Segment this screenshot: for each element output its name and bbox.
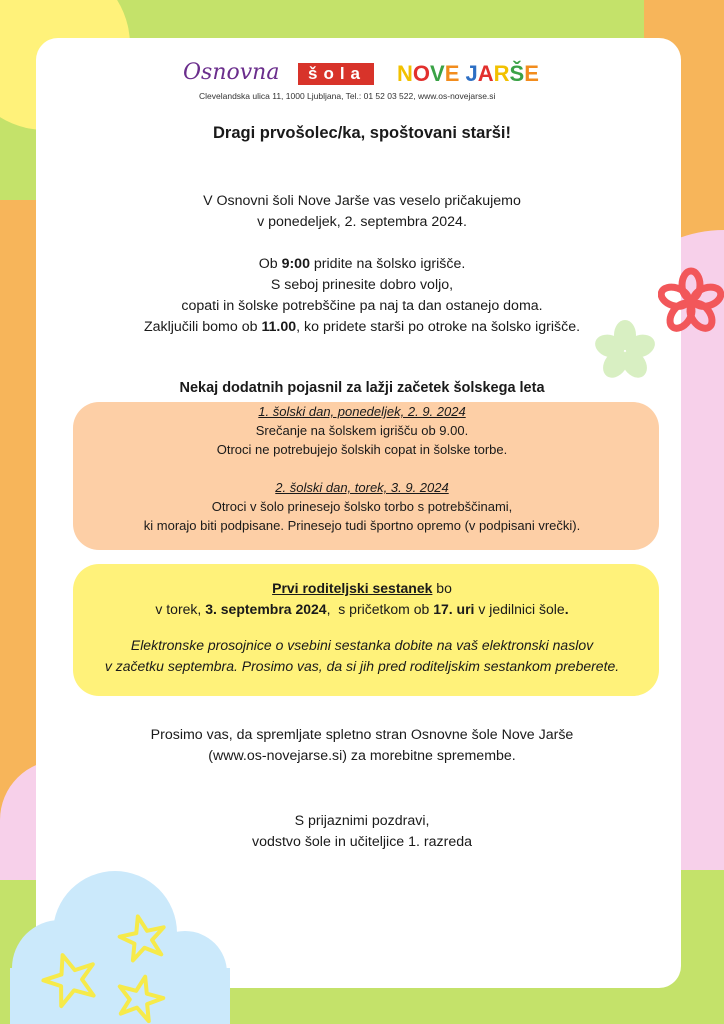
notes-heading: Nekaj dodatnih pojasnil za lažji začetek šolskega leta <box>179 380 545 396</box>
closing-paragraph <box>0 811 724 853</box>
website-paragraph <box>0 725 724 767</box>
school-logo <box>183 60 553 105</box>
logo-letter: R <box>493 61 510 86</box>
parents-meeting-title-line: Prvi roditeljski sestanek bo <box>272 580 452 596</box>
logo-letter: A <box>477 61 494 86</box>
logo-letter: J <box>465 61 478 86</box>
intro-line: V Osnovni šoli Nove Jarše vas veselo pričakujemo <box>203 193 521 209</box>
meeting-line: copati in šolske potrebščine pa naj ta dan ostanejo doma. <box>181 298 543 314</box>
day2-line: Otroci v šolo prinesejo šolsko torbo s potrebščinami, <box>211 499 513 514</box>
logo-letter: Š <box>509 61 525 86</box>
first-days-box <box>73 402 659 550</box>
parents-meeting-title: Prvi roditeljski sestanek <box>272 580 433 596</box>
school-address: Clevelandska ulica 11, 1000 Ljubljana, Tel.: 01 52 03 522, www.os-novejarse.si <box>199 91 496 101</box>
logo-letter: E <box>524 61 539 86</box>
intro-paragraph <box>0 191 724 233</box>
closing-line: vodstvo šole in učiteljice 1. razreda <box>251 834 473 850</box>
logo-letter: V <box>430 61 445 86</box>
day1-line: Srečanje na šolskem igrišču ob 9.00. <box>255 423 469 438</box>
logo-letter: N <box>397 61 413 86</box>
cloud-icon <box>0 868 235 1024</box>
logo-letter: E <box>444 61 460 86</box>
page-title: Dragi prvošolec/ka, spoštovani starši! <box>212 124 512 142</box>
parents-meeting-box <box>73 564 659 696</box>
day1-line: Otroci ne potrebujejo šolskih copat in šolske torbe. <box>216 442 508 457</box>
meeting-line: Zaključili bomo ob 11.00, ko pridete starši po otroke na šolsko igrišče. <box>143 319 581 335</box>
parents-meeting-date-line: v torek, 3. septembra 2024, s pričetkom ob 17. uri v jedilnici šole. <box>155 601 569 617</box>
meeting-line: S seboj prinesite dobro voljo, <box>270 277 454 293</box>
website-line: Prosimo vas, da spremljate spletno stran Osnovne šole Nove Jarše <box>150 727 574 743</box>
day2-heading: 2. šolski dan, torek, 3. 9. 2024 <box>275 480 449 495</box>
logo-nove-jarse <box>397 61 539 87</box>
logo-script-text: Osnovna <box>183 60 280 85</box>
flower-icon <box>588 318 662 384</box>
parents-meeting-note: Elektronske prosojnice o vsebini sestanka dobite na vaš elektronski naslov <box>130 637 594 653</box>
closing-line: S prijaznimi pozdravi, <box>294 813 430 829</box>
website-line: (www.os-novejarse.si) za morebitne spremembe. <box>208 748 516 764</box>
day2-line: ki morajo biti podpisane. Prinesejo tudi športno opremo (v podpisani vrečki). <box>143 518 581 533</box>
meeting-line: Ob 9:00 pridite na šolsko igrišče. <box>258 256 466 272</box>
logo-letter: O <box>412 61 431 86</box>
flower-icon <box>658 266 724 338</box>
logo-sola-text: šola <box>298 63 374 85</box>
parents-meeting-note: v začetku septembra. Prosimo vas, da si jih pred roditeljskim sestankom preberete. <box>104 658 620 674</box>
day1-heading: 1. šolski dan, ponedeljek, 2. 9. 2024 <box>258 404 466 419</box>
intro-line: v ponedeljek, 2. septembra 2024. <box>257 214 467 230</box>
